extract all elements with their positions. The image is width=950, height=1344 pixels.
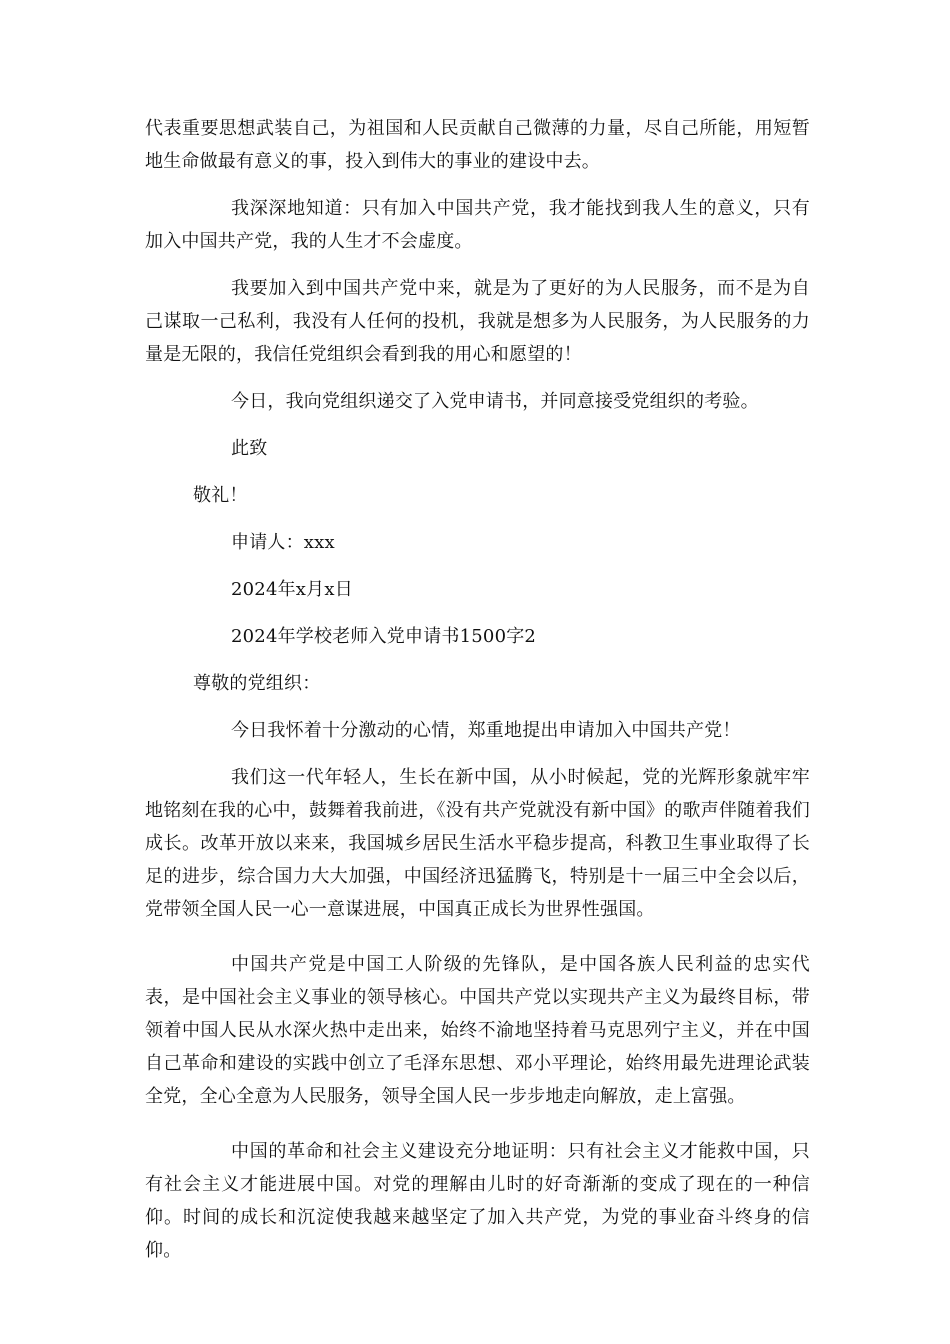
paragraph-belief: 中国的革命和社会主义建设充分地证明：只有社会主义才能救中国，只有社会主义才能进展中国。对党的理解由儿时的好奇渐渐的变成了现在的一种信仰。时间的成长和沉淀使我越来越坚定了加入共产党，为党的事业奋斗终身的信仰。: [145, 1141, 810, 1261]
paragraph-submission: 今日，我向党组织递交了入党申请书，并同意接受党组织的考验。: [231, 391, 759, 412]
application-date: 2024年x月x日: [231, 579, 353, 600]
salutation: 尊敬的党组织：: [193, 673, 321, 694]
paragraph-generation: 我们这一代年轻人，生长在新中国，从小时候起，党的光辉形象就牢牢地铭刻在我的心中，鼓舞着我前进，《没有共产党就没有新中国》的歌声伴随着我们成长。改革开放以来来，我国城乡居民生活水平稳步提高，科教卫生事业取得了长足的进步，综合国力大大加强，中国经济迅猛腾飞，特别是十一届三中全会以后，党带领全国人民一心一意谋进展，中国真正成长为世界性强国。: [145, 767, 810, 920]
closing-jingli: 敬礼！: [193, 485, 248, 506]
closing-cizhi: 此致: [231, 438, 268, 459]
paragraph-purpose: 我要加入到中国共产党中来，就是为了更好的为人民服务，而不是为自己谋取一己私利，我没有人任何的投机，我就是想多为人民服务，为人民服务的力量是无限的，我信任党组织会看到我的用心和愿望的！: [145, 278, 810, 365]
document-page: [145, 112, 810, 1267]
paragraph-continuation: 代表重要思想武装自己，为祖国和人民贡献自己微薄的力量，尽自己所能，用短暂地生命做最有意义的事，投入到伟大的事业的建设中去。: [145, 118, 810, 172]
paragraph-meaning: 我深深地知道：只有加入中国共产党，我才能找到我人生的意义，只有加入中国共产党，我的人生才不会虚度。: [145, 198, 810, 252]
paragraph-party-nature: 中国共产党是中国工人阶级的先锋队，是中国各族人民利益的忠实代表，是中国社会主义事业的领导核心。中国共产党以实现共产主义为最终目标，带领着中国人民从水深火热中走出来，始终不渝地坚持着马克思列宁主义，并在中国自己革命和建设的实践中创立了毛泽东思想、邓小平理论，始终用最先进理论武装全党，全心全意为人民服务，领导全国人民一步步地走向解放，走上富强。: [145, 954, 810, 1107]
section-title: 2024年学校老师入党申请书1500字2: [231, 626, 537, 647]
paragraph-opening: 今日我怀着十分激动的心情，郑重地提出申请加入中国共产党！: [231, 720, 741, 741]
applicant-name: 申请人：xxx: [231, 532, 335, 553]
